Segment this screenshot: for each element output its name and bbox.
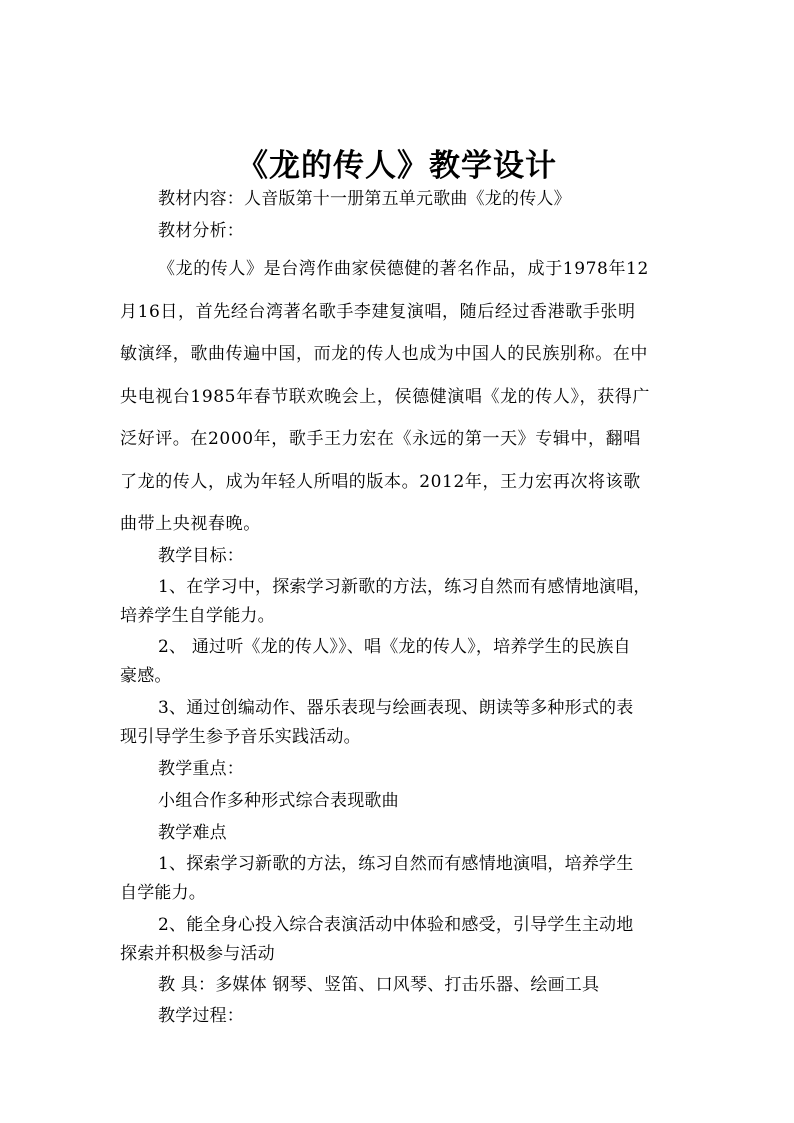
- difficulty-heading: 教学难点: [158, 823, 227, 843]
- goals-heading: 教学目标：: [158, 546, 244, 566]
- goal-1-line: 培养学生自学能力。: [120, 606, 275, 626]
- key-points-heading: 教学重点：: [158, 759, 244, 779]
- difficulty-2-line: 2、能全身心投入综合表演活动中体验和感受，引导学生主动地: [158, 915, 634, 935]
- analysis-line: 曲带上央视春晚。: [120, 514, 261, 534]
- analysis-line: 了龙的传人，成为年轻人所唱的版本。2012年，王力宏再次将该歌: [120, 471, 641, 492]
- analysis-line: 敏演绎，歌曲传遍中国，而龙的传人也成为中国人的民族别称。在中: [120, 344, 648, 364]
- analysis-paragraph: [120, 248, 676, 546]
- goal-1-line: 1、在学习中，探索学习新歌的方法，练习自然而有感情地演唱，: [158, 577, 651, 597]
- goal-2-line: 2、 通过听《龙的传人》》、唱《龙的传人》，培养学生的民族自: [158, 637, 631, 657]
- analysis-line: 《龙的传人》是台湾作曲家侯德健的著名作品，成于1978年12: [158, 259, 649, 279]
- page-title: 《龙的传人》教学设计: [237, 148, 557, 184]
- difficulty-2-line: 探索并积极参与活动: [120, 944, 275, 964]
- goal-3-line: 3、通过创编动作、器乐表现与绘画表现、朗读等多种形式的表: [158, 698, 634, 718]
- difficulty-1-line: 自学能力。: [120, 883, 206, 903]
- analysis-line: 央电视台1985年春节联欢晚会上，侯德健演唱《龙的传人》，获得广: [120, 386, 650, 407]
- key-points-text: 小组合作多种形式综合表现歌曲: [158, 791, 399, 811]
- analysis-line: 月16日，首先经台湾著名歌手李建复演唱，随后经过香港歌手张明: [120, 301, 636, 322]
- difficulty-1-line: 1、探索学习新歌的方法，练习自然而有感情地演唱，培养学生: [158, 854, 634, 874]
- analysis-heading: 教材分析：: [158, 221, 244, 241]
- goal-2-line: 豪感。: [120, 666, 172, 686]
- material-content: 教材内容：人音版第十一册第五单元歌曲《龙的传人》: [158, 189, 571, 209]
- goal-3-line: 现引导学生参予音乐实践活动。: [120, 727, 361, 747]
- process-heading: 教学过程：: [158, 1006, 244, 1026]
- analysis-line: 泛好评。在2000年，歌手王力宏在《永远的第一天》专辑中，翻唱: [120, 429, 641, 449]
- teaching-tools: 教 具：多媒体 钢琴、竖笛、口风琴、打击乐器、绘画工具: [158, 975, 600, 995]
